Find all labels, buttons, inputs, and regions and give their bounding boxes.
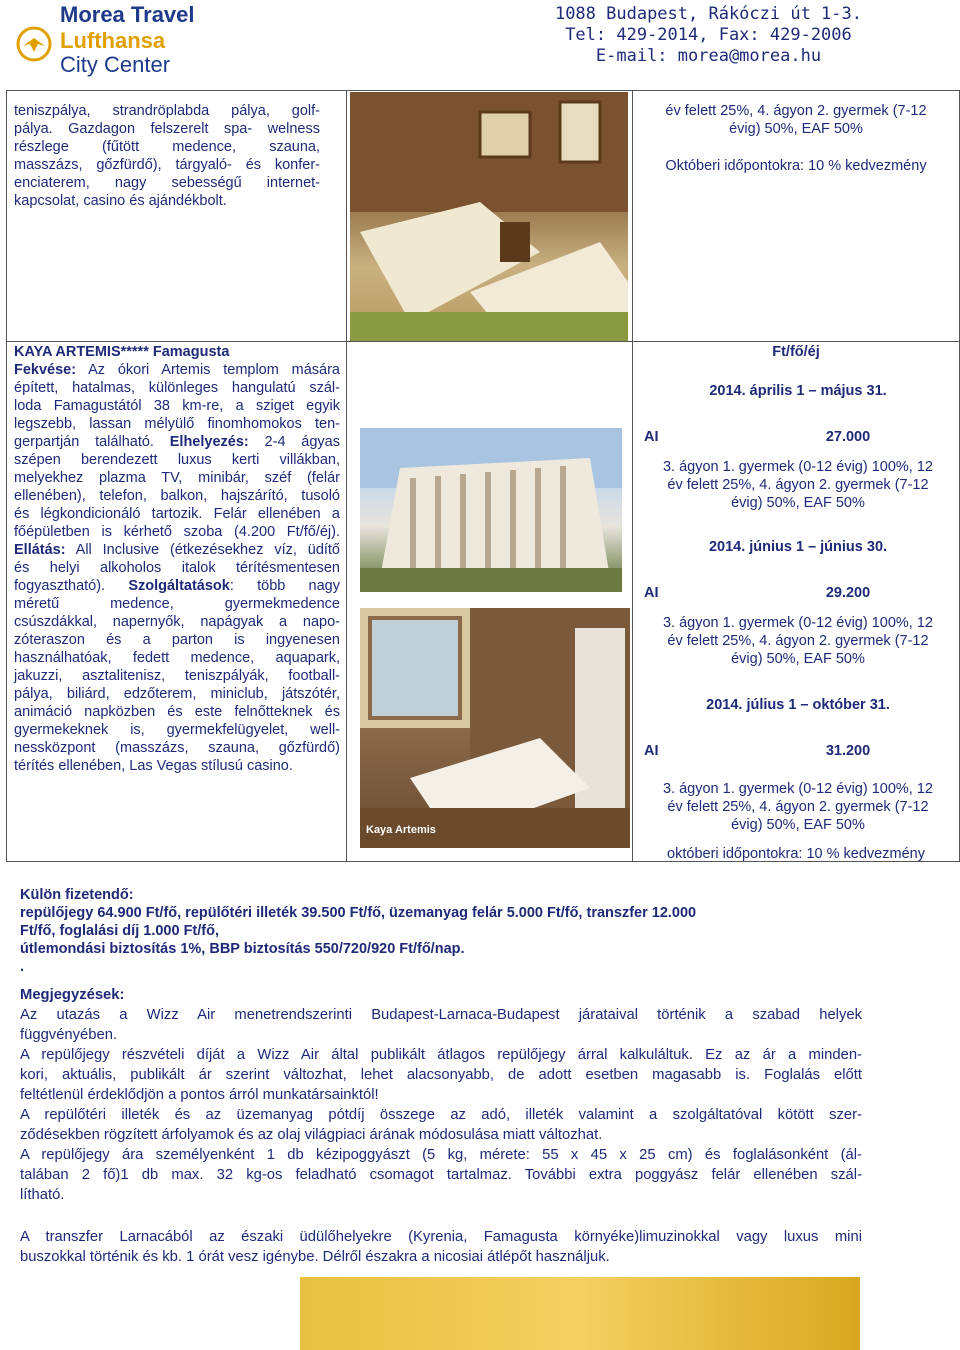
child-discount: évig) 50%, EAF 50% [731, 651, 865, 667]
desc-text: fogyasztható). [14, 578, 129, 594]
desc-line [14, 721, 340, 739]
desc-line [14, 667, 340, 685]
desc-text: All Inclusive (étkezésekhez víz, üdítő [65, 542, 340, 558]
note-line: kori, aktuális, publikált ár szerint változhat, lehet alacsonyabb, de adott esetben magasabb is. Foglalás előtt [20, 1067, 862, 1083]
desc-text: jakuzzi, asztalitenisz, teniszpályák, football- [14, 668, 340, 684]
desc-text: legszebb, lassan mélyülő finomhomokos ten- [14, 416, 340, 432]
hotel-name: KAYA ARTEMIS***** Famagusta [14, 344, 230, 360]
desc-line [14, 487, 340, 505]
hotel-room-photo-2 [360, 608, 630, 848]
child-discount: 3. ágyon 1. gyermek (0-12 évig) 100%, 12 [662, 615, 933, 631]
desc-line [14, 631, 340, 649]
period-dates: 2014. július 1 – október 31. [706, 697, 890, 713]
desc-line: enciaterem, nagy sebességű internet- [14, 175, 320, 191]
price-period [640, 686, 956, 834]
child-discount: 3. ágyon 1. gyermek (0-12 évig) 100%, 12 [662, 459, 933, 475]
note-line: lítható. [20, 1187, 65, 1203]
board-price-row [640, 584, 956, 602]
desc-text: gerpartján található. [14, 434, 170, 450]
desc-line [14, 739, 340, 757]
child-discount: év felett 25%, 4. ágyon 2. gyermek (7-12 [667, 799, 929, 815]
hotel-description [14, 361, 340, 775]
desc-label: Elhelyezés: [169, 434, 249, 450]
board-price-row [640, 742, 956, 760]
email-link[interactable]: E-mail: morea@morea.hu [595, 46, 822, 66]
desc-line [14, 685, 340, 703]
extras-section [20, 886, 940, 976]
desc-text: : több nagy [229, 578, 340, 594]
note-paragraph [20, 1045, 862, 1105]
desc-line [14, 577, 340, 595]
prev-hotel-pricing [636, 102, 956, 175]
note-line: A repülőjegy részvételi díját a Wizz Air által publikált átlagos repülőjegy árral kalkuláltuk. Ez az ár a minden- [20, 1047, 862, 1063]
photo-caption: Kaya Artemis [366, 824, 436, 836]
column-divider-2 [632, 90, 633, 862]
desc-line [14, 595, 340, 613]
note-line: ződésekben rögzített árfolyamok és az olaj világpiaci árának módosulása miatt változhat. [20, 1127, 603, 1143]
desc-text: főépületben is kérhető szoba (4.200 Ft/fő/éj). [14, 524, 340, 540]
period-dates: 2014. június 1 – június 30. [708, 539, 888, 555]
desc-text: zóteraszon és a parton is ingyenesen [14, 632, 340, 648]
room-illustration [350, 92, 628, 341]
phone-fax: Tel: 429-2014, Fax: 429-2006 [565, 25, 852, 45]
desc-text: nessközpont (masszázs, szauna, gőzfürdő) [14, 740, 340, 756]
building-illustration [360, 428, 622, 592]
notes-heading: Megjegyzések: [20, 987, 125, 1003]
child-discount: évig) 50%, EAF 50% [731, 817, 865, 833]
table-left-border [6, 90, 7, 862]
hotel-room-photo [350, 92, 628, 341]
desc-line [14, 451, 340, 469]
price-period [640, 528, 956, 668]
extras-line: Ft/fő, foglalási díj 1.000 Ft/fő, [20, 923, 219, 939]
desc-text: animáció napközben és este felnőtteknek és [14, 704, 340, 720]
desc-text: ellenében), telefon, balkon, hajszárító, tusoló [14, 488, 340, 504]
column-divider-1 [346, 90, 347, 862]
desc-line: kapcsolat, casino és ajándékbolt. [14, 193, 227, 209]
child-discount: év felett 25%, 4. ágyon 2. gyermek (7-12 [667, 477, 929, 493]
desc-text: gyermekeknek is, gyermekfelügyelet, well- [14, 722, 340, 738]
desc-line: teniszpálya, strandröplabda pálya, golf- [14, 103, 320, 119]
board-type: AI [644, 743, 659, 759]
desc-line [14, 649, 340, 667]
desc-label: Fekvése: [14, 362, 77, 378]
prev-hotel-description [14, 102, 320, 210]
desc-text: loda Famagustától 38 km-re, a sziget egyik [14, 398, 340, 414]
child-discount: év felett 25%, 4. ágyon 2. gyermek (7-12 [667, 633, 929, 649]
lufthansa-crane-icon [16, 26, 52, 62]
child-discount: 3. ágyon 1. gyermek (0-12 évig) 100%, 12 [662, 781, 933, 797]
desc-line [14, 469, 340, 487]
price-period [640, 372, 956, 512]
board-price-row [640, 428, 956, 446]
extras-heading: Külön fizetendő: [20, 887, 134, 903]
desc-line [14, 415, 340, 433]
desc-line: pálya. Gazdagon felszerelt spa- welness [14, 121, 320, 137]
footer-decoration [300, 1277, 860, 1350]
desc-line [14, 541, 340, 559]
desc-line [14, 613, 340, 631]
price-note: év felett 25%, 4. ágyon 2. gyermek (7-12 [665, 103, 927, 119]
price-note: évig) 50%, EAF 50% [729, 121, 863, 137]
desc-text: melyekhez plazma TV, minibár, széf (felár [14, 470, 340, 486]
extras-dot: . [20, 959, 25, 975]
desc-line: részlege (fűtött medence, szauna, [14, 139, 320, 155]
board-type: AI [644, 585, 659, 601]
desc-text: 2-4 ágyas [248, 434, 340, 450]
desc-label: Ellátás: [14, 542, 66, 558]
desc-text: és légkondicionáló tartozik. Felár ellenében a [14, 506, 340, 522]
hotel-building-photo [360, 428, 622, 592]
transfer-note: buszokkal történik és kb. 1 órát vesz igénybe. Délről északra a nicosiai átlépőt használjuk. [20, 1249, 610, 1265]
row-divider [6, 341, 960, 342]
desc-line: masszázs, gőzfürdő), tárgyaló- és konfer- [14, 157, 320, 173]
table-top-border [6, 90, 960, 91]
desc-text: használhatóak, fedett medence, aquapark, [14, 650, 340, 666]
note-paragraph [20, 1145, 862, 1205]
desc-line [14, 397, 340, 415]
october-discount: októberi időpontokra: 10 % kedvezmény [667, 846, 925, 862]
desc-text: térítés ellenében, Las Vegas stílusú casino. [14, 758, 293, 774]
price-value: 27.000 [825, 429, 871, 445]
october-discount: Októberi időpontokra: 10 % kedvezmény [665, 158, 927, 174]
price-value: 31.200 [825, 743, 871, 759]
desc-text: épített, hatalmas, különleges hangulatú szál- [14, 380, 340, 396]
note-line: A repülőjegy ára személyenként 1 db kézipoggyászt (5 kg, mérete: 55 x 45 x 25 cm) és foglalásonként (ál- [20, 1147, 862, 1163]
note-line: feltétlenül érdeklődjön a pontos árról munkatársainktól! [20, 1087, 379, 1103]
extras-line: repülőjegy 64.900 Ft/fő, repülőtéri illeték 39.500 Ft/fő, üzemanyag felár 5.000 Ft/fő, transzfer 12.000 [20, 905, 697, 921]
desc-text: és helyi alkoholos italok térítésmentesen [14, 560, 340, 576]
child-discount: évig) 50%, EAF 50% [731, 495, 865, 511]
desc-text: csúszdákkal, napernyők, napágyak a napo- [14, 614, 340, 630]
address: 1088 Budapest, Rákóczi út 1-3. [554, 4, 862, 24]
desc-text: méretű medence, gyermekmedence [14, 596, 340, 612]
note-line: függvényében. [20, 1027, 118, 1043]
extras-line: útlemondási biztosítás 1%, BBP biztosítás 550/720/920 Ft/fő/nap. [20, 941, 465, 957]
desc-text: pálya, biliárd, edzőterem, miniclub, játszótér, [14, 686, 340, 702]
desc-text: Az ókori Artemis templom mására [76, 362, 340, 378]
note-paragraph [20, 1005, 862, 1045]
desc-line [14, 433, 340, 451]
logo-lufthansa-text: Lufthansa [60, 28, 166, 53]
period-dates: 2014. április 1 – május 31. [709, 383, 887, 399]
contact-block [555, 4, 862, 67]
logo-morea-text: Morea Travel [60, 2, 195, 27]
notes-section [20, 985, 862, 1267]
price-header: Ft/fő/éj [772, 344, 820, 360]
desc-text: szépen berendezett luxus kerti villákban, [14, 452, 340, 468]
desc-label: Szolgáltatások [128, 578, 230, 594]
note-line: Az utazás a Wizz Air menetrendszerinti Budapest-Larnaca-Budapest járataival történik a szabad helyek [20, 1007, 862, 1023]
desc-line [14, 559, 340, 577]
desc-line [14, 505, 340, 523]
desc-line [14, 361, 340, 379]
desc-line [14, 379, 340, 397]
note-paragraph [20, 1105, 862, 1145]
desc-line [14, 757, 340, 775]
price-value: 29.200 [825, 585, 871, 601]
logo-citycenter-text: City Center [60, 52, 171, 77]
note-line: A repülőtéri illeték és az üzemanyag pótdíj összege az adó, illeték valamint a szolgáltatóval kötött szer- [20, 1107, 862, 1123]
transfer-note: A transzfer Larnacából az északi üdülőhelyekre (Kyrenia, Famagusta környéke)limuzinokkal vagy luxus mini [20, 1229, 862, 1245]
note-line: talában 2 fő)1 db max. 32 kg-os feladható csomagot tartalmaz. További extra poggyász felár ellenében szál- [20, 1167, 862, 1183]
board-type: AI [644, 429, 659, 445]
room-illustration-2 [360, 608, 630, 848]
desc-line [14, 703, 340, 721]
company-logo [14, 2, 204, 80]
desc-line [14, 523, 340, 541]
